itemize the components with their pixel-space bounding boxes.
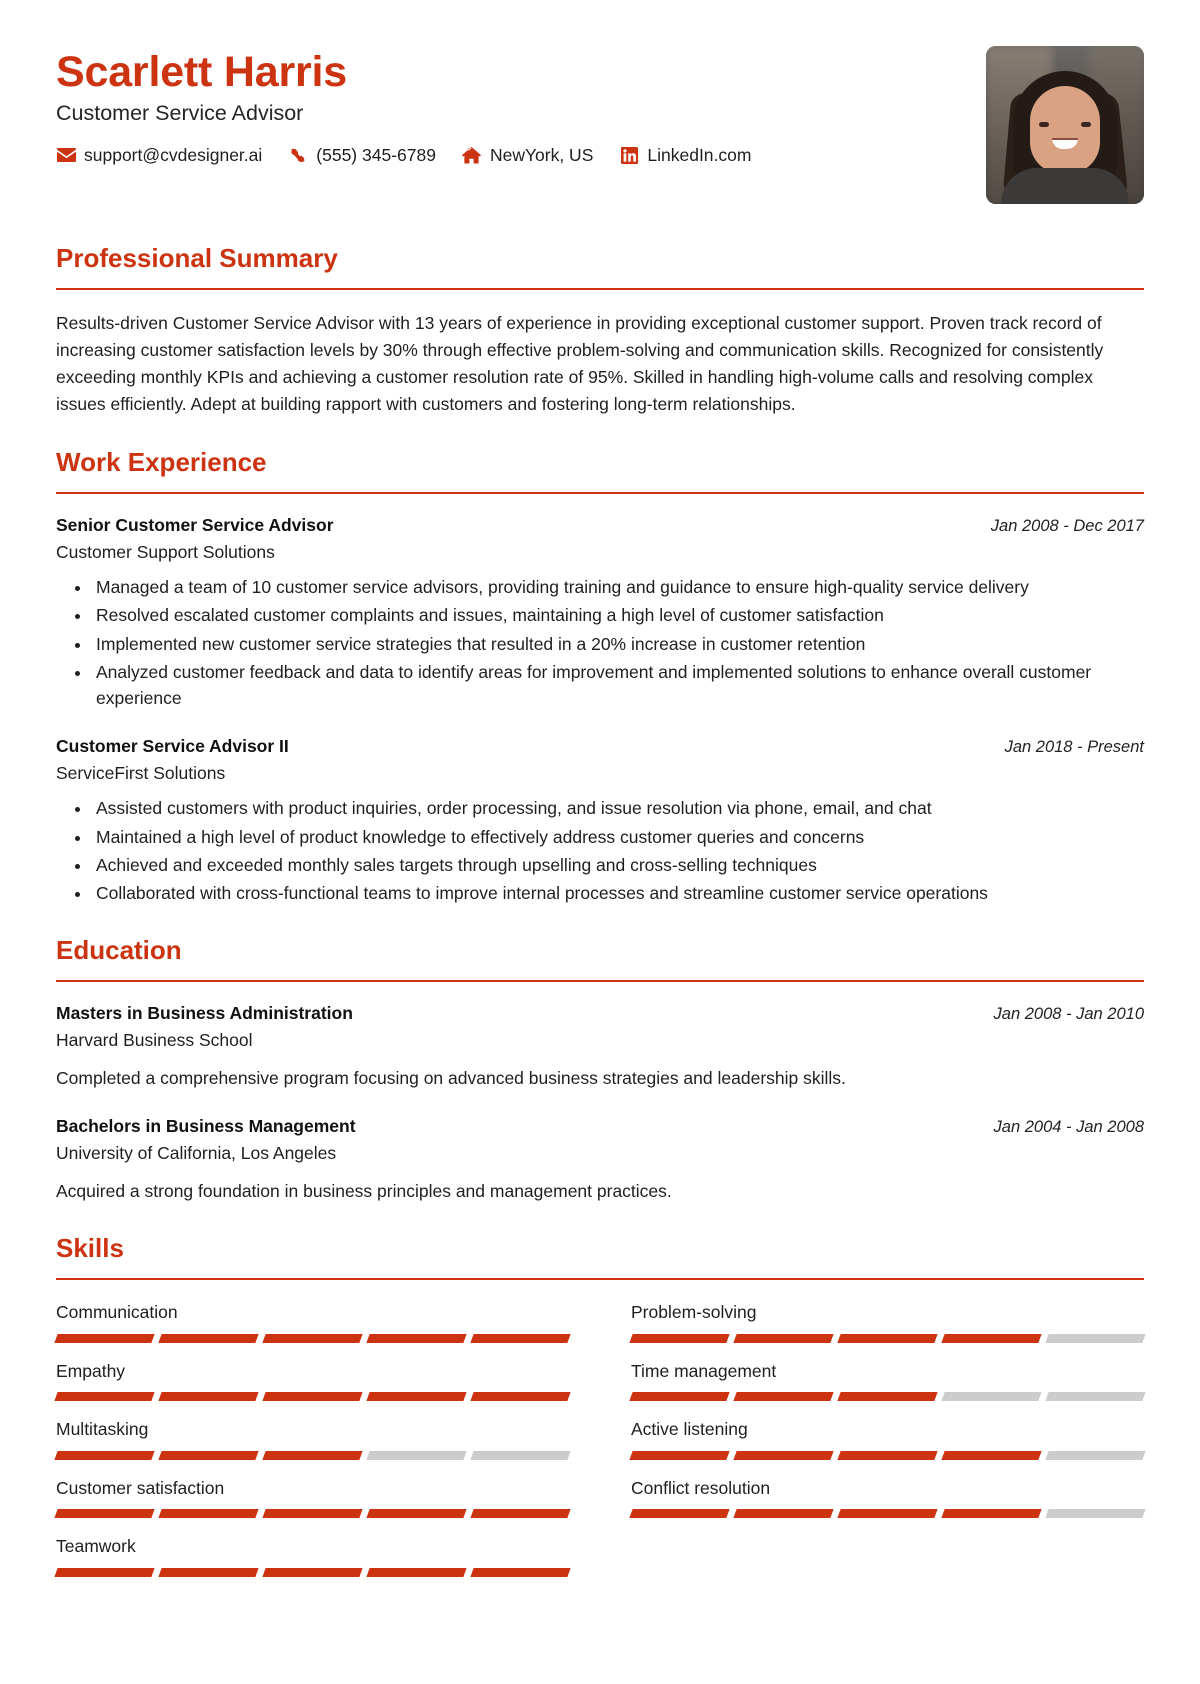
skill-segment-filled (158, 1509, 258, 1518)
education-entry (56, 1002, 1144, 1091)
contact-phone[interactable] (288, 145, 436, 166)
skill-segment-filled (837, 1334, 937, 1343)
skill-segment-filled (366, 1509, 466, 1518)
section-divider (56, 288, 1144, 290)
work-bullet: • Analyzed customer feedback and data to identify areas for improvement and implemented solutions to enhance overall customer experience (92, 659, 1144, 712)
education-entry-head (56, 1002, 1144, 1026)
education-school: University of California, Los Angeles (56, 1142, 337, 1163)
skill-item (631, 1300, 1144, 1359)
work-bullet: • Achieved and exceeded monthly sales targets through upselling and cross-selling techniques (92, 852, 1144, 878)
profile-photo (986, 46, 1144, 204)
skill-level-bar (631, 1509, 1144, 1518)
skill-segment-empty (1045, 1392, 1145, 1401)
work-bullet: • Resolved escalated customer complaints and issues, maintaining a high level of customer satisfaction (92, 602, 1144, 628)
skill-segment-filled (262, 1392, 362, 1401)
header-text-block (56, 46, 962, 166)
skill-segment-filled (941, 1451, 1041, 1460)
skill-level-bar (56, 1509, 569, 1518)
skill-name: Problem-solving (631, 1302, 757, 1323)
education-school: Harvard Business School (56, 1029, 253, 1050)
skill-item (56, 1300, 569, 1359)
contact-phone-label: (555) 345-6789 (316, 144, 436, 165)
skill-name: Customer satisfaction (56, 1477, 225, 1498)
skill-segment-filled (470, 1509, 570, 1518)
skill-segment-filled (470, 1392, 570, 1401)
skill-name: Empathy (56, 1360, 126, 1381)
skills-grid (56, 1300, 1144, 1593)
contact-linkedin[interactable] (619, 145, 751, 166)
contact-location-label: NewYork, US (489, 144, 594, 165)
skill-segment-filled (54, 1392, 154, 1401)
skill-name: Teamwork (56, 1536, 136, 1557)
linkedin-icon (619, 146, 639, 164)
skill-segment-empty (1045, 1509, 1145, 1518)
work-bullets (56, 574, 1144, 711)
contact-email[interactable] (56, 145, 262, 166)
work-bullet: • Maintained a high level of product knowledge to effectively address customer queries and concerns (92, 824, 1144, 850)
skill-segment-empty (1045, 1451, 1145, 1460)
work-company: ServiceFirst Solutions (56, 763, 226, 784)
skill-segment-filled (158, 1334, 258, 1343)
education-degree: Bachelors in Business Management (56, 1116, 356, 1137)
skill-segment-empty (470, 1451, 570, 1460)
skill-segment-filled (629, 1509, 729, 1518)
candidate-job-title: Customer Service Advisor (56, 101, 304, 126)
section-title-education: Education (56, 935, 182, 966)
skill-segment-filled (262, 1334, 362, 1343)
education-degree: Masters in Business Administration (56, 1003, 353, 1024)
skill-name: Conflict resolution (631, 1477, 771, 1498)
skill-level-bar (56, 1451, 569, 1460)
section-divider (56, 980, 1144, 982)
skill-segment-filled (733, 1334, 833, 1343)
section-title-skills: Skills (56, 1233, 124, 1264)
skill-segment-filled (733, 1392, 833, 1401)
skill-item (56, 1534, 569, 1593)
skill-segment-empty (366, 1451, 466, 1460)
skill-segment-filled (470, 1568, 570, 1577)
skill-segment-filled (262, 1509, 362, 1518)
work-bullet: • Implemented new customer service strategies that resulted in a 20% increase in customer retention (92, 631, 1144, 657)
skill-level-bar (56, 1334, 569, 1343)
skill-segment-filled (470, 1334, 570, 1343)
resume-header (56, 46, 1144, 214)
contact-location[interactable] (462, 145, 593, 166)
work-entry-head (56, 514, 1144, 538)
skill-segment-filled (262, 1568, 362, 1577)
work-bullet: • Collaborated with cross-functional teams to improve internal processes and streamline customer service operations (92, 880, 1144, 906)
phone-icon (288, 146, 308, 164)
skill-segment-filled (366, 1334, 466, 1343)
work-bullet: • Assisted customers with product inquiries, order processing, and issue resolution via phone, email, and chat (92, 795, 1144, 821)
skill-segment-filled (262, 1451, 362, 1460)
profile-photo-image (986, 46, 1144, 204)
skill-level-bar (631, 1392, 1144, 1401)
work-company: Customer Support Solutions (56, 541, 275, 562)
skill-segment-filled (837, 1509, 937, 1518)
skill-name: Active listening (631, 1419, 748, 1440)
summary-text: Results-driven Customer Service Advisor with 13 years of experience in providing exceptional customer support. Proven track record of increasing customer satisfaction levels by 30% through effective problem-solving and communication skills. Recognized for consistently exceeding monthly KPIs and achieving a customer resolution rate of 95%. Skilled in handling high-volume calls and resolving complex issues efficiently. Adept at building rapport with customers and fostering long-term relationships. (56, 312, 1104, 415)
work-date-range: Jan 2018 - Present (1004, 738, 1144, 757)
work-entry (56, 514, 1144, 711)
section-skills (56, 1234, 1144, 1592)
contact-email-label: support@cvdesigner.ai (84, 144, 263, 165)
skill-item (56, 1476, 569, 1535)
skill-segment-empty (1045, 1334, 1145, 1343)
education-entry-head (56, 1115, 1144, 1139)
skill-segment-filled (837, 1392, 937, 1401)
skill-segment-filled (158, 1568, 258, 1577)
skill-level-bar (56, 1392, 569, 1401)
work-bullets (56, 795, 1144, 906)
education-date-range: Jan 2008 - Jan 2010 (993, 1005, 1144, 1024)
skill-name: Time management (631, 1360, 777, 1381)
skill-segment-filled (54, 1451, 154, 1460)
skill-item (631, 1476, 1144, 1535)
envelope-icon (56, 146, 76, 164)
skill-item (631, 1417, 1144, 1476)
home-icon (462, 146, 482, 164)
skill-segment-filled (733, 1509, 833, 1518)
skill-item (56, 1359, 569, 1418)
skill-segment-filled (629, 1392, 729, 1401)
contact-linkedin-label: LinkedIn.com (647, 144, 752, 165)
skill-segment-filled (941, 1509, 1041, 1518)
section-education (56, 936, 1144, 1204)
skill-segment-filled (158, 1392, 258, 1401)
skill-segment-filled (941, 1334, 1041, 1343)
skill-segment-filled (837, 1451, 937, 1460)
section-title-summary: Professional Summary (56, 243, 338, 273)
education-description: Acquired a strong foundation in business principles and management practices. (56, 1181, 672, 1202)
work-position: Senior Customer Service Advisor (56, 515, 334, 536)
skill-segment-filled (54, 1509, 154, 1518)
section-divider (56, 1278, 1144, 1280)
skill-name: Multitasking (56, 1419, 149, 1440)
contact-row (56, 145, 962, 166)
section-title-work: Work Experience (56, 447, 267, 478)
skill-level-bar (56, 1568, 569, 1577)
education-description: Completed a comprehensive program focusing on advanced business strategies and leadership skills. (56, 1068, 846, 1089)
education-entry (56, 1115, 1144, 1204)
skill-segment-filled (629, 1334, 729, 1343)
work-entry-head (56, 735, 1144, 759)
skill-item (56, 1417, 569, 1476)
section-work-experience (56, 448, 1144, 906)
work-entry (56, 735, 1144, 906)
skill-segment-filled (733, 1451, 833, 1460)
skill-segment-filled (54, 1568, 154, 1577)
section-divider (56, 492, 1144, 494)
skill-level-bar (631, 1451, 1144, 1460)
skill-segment-filled (629, 1451, 729, 1460)
skill-name: Communication (56, 1302, 178, 1323)
work-position: Customer Service Advisor II (56, 736, 289, 757)
skill-segment-filled (158, 1451, 258, 1460)
skill-segment-filled (366, 1392, 466, 1401)
skill-item (631, 1359, 1144, 1418)
section-professional-summary (56, 244, 1144, 418)
work-bullet: • Managed a team of 10 customer service advisors, providing training and guidance to ensure high-quality service delivery (92, 574, 1144, 600)
skill-segment-filled (366, 1568, 466, 1577)
skill-segment-filled (54, 1334, 154, 1343)
skill-segment-empty (941, 1392, 1041, 1401)
work-date-range: Jan 2008 - Dec 2017 (990, 517, 1144, 536)
candidate-name: Scarlett Harris (56, 48, 347, 96)
skill-level-bar (631, 1334, 1144, 1343)
education-date-range: Jan 2004 - Jan 2008 (993, 1118, 1144, 1137)
